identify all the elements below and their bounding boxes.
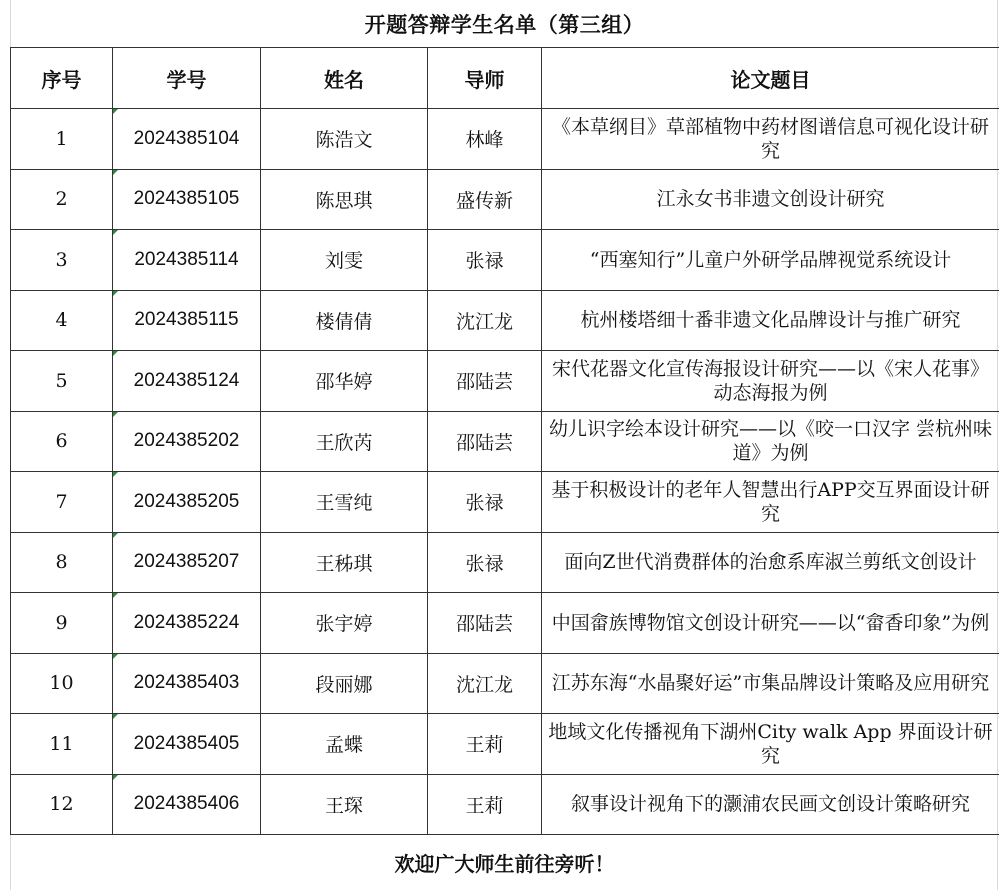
header-topic: 论文题目 (542, 48, 999, 109)
header-advisor: 导师 (428, 48, 542, 109)
cell-advisor[interactable]: 邵陆芸 (428, 351, 542, 412)
cell-student-id[interactable]: 2024385114 (113, 230, 261, 291)
cell-advisor[interactable]: 张禄 (428, 532, 542, 593)
cell-student-id[interactable]: 2024385406 (113, 774, 261, 835)
cell-name[interactable]: 陈浩文 (261, 109, 428, 170)
cell-name[interactable]: 孟蝶 (261, 714, 428, 775)
table-row (11, 290, 999, 351)
cell-seq[interactable]: 3 (11, 230, 113, 291)
cell-student-id[interactable]: 2024385207 (113, 532, 261, 593)
page-title: 开题答辩学生名单（第三组） (364, 11, 645, 37)
student-list-table (10, 47, 999, 835)
table-row (11, 169, 999, 230)
table-row (11, 653, 999, 714)
cell-student-id[interactable]: 2024385104 (113, 109, 261, 170)
cell-seq[interactable]: 11 (11, 714, 113, 775)
cell-student-id[interactable]: 2024385115 (113, 290, 261, 351)
cell-student-id[interactable]: 2024385105 (113, 169, 261, 230)
cell-seq[interactable]: 12 (11, 774, 113, 835)
table-row (11, 774, 999, 835)
cell-name[interactable]: 刘雯 (261, 230, 428, 291)
table-row (11, 532, 999, 593)
cell-advisor[interactable]: 张禄 (428, 230, 542, 291)
cell-student-id[interactable]: 2024385224 (113, 593, 261, 654)
cell-advisor[interactable]: 盛传新 (428, 169, 542, 230)
table-row (11, 109, 999, 170)
cell-name[interactable]: 王秭琪 (261, 532, 428, 593)
cell-advisor[interactable]: 王莉 (428, 774, 542, 835)
cell-topic[interactable]: 中国畲族博物馆文创设计研究——以“畲香印象”为例 (542, 593, 999, 654)
table-row (11, 593, 999, 654)
cell-advisor[interactable]: 沈江龙 (428, 290, 542, 351)
cell-topic[interactable]: 杭州楼塔细十番非遗文化品牌设计与推广研究 (542, 290, 999, 351)
header-seq: 序号 (11, 48, 113, 109)
cell-topic[interactable]: 江苏东海“水晶聚好运”市集品牌设计策略及应用研究 (542, 653, 999, 714)
header-name: 姓名 (261, 48, 428, 109)
cell-seq[interactable]: 7 (11, 472, 113, 533)
cell-student-id[interactable]: 2024385205 (113, 472, 261, 533)
cell-seq[interactable]: 5 (11, 351, 113, 412)
cell-topic[interactable]: 地域文化传播视角下湖州City walk App 界面设计研究 (542, 714, 999, 775)
cell-student-id[interactable]: 2024385202 (113, 411, 261, 472)
cell-student-id[interactable]: 2024385403 (113, 653, 261, 714)
cell-topic[interactable]: 宋代花器文化宣传海报设计研究——以《宋人花事》动态海报为例 (542, 351, 999, 412)
cell-name[interactable]: 邵华婷 (261, 351, 428, 412)
cell-name[interactable]: 张宇婷 (261, 593, 428, 654)
cell-advisor[interactable]: 王莉 (428, 714, 542, 775)
cell-seq[interactable]: 10 (11, 653, 113, 714)
cell-seq[interactable]: 2 (11, 169, 113, 230)
cell-seq[interactable]: 8 (11, 532, 113, 593)
cell-student-id[interactable]: 2024385124 (113, 351, 261, 412)
cell-name[interactable]: 王雪纯 (261, 472, 428, 533)
table-row (11, 230, 999, 291)
footer-invitation: 欢迎广大师生前往旁听！ (394, 852, 615, 876)
header-student-id: 学号 (113, 48, 261, 109)
cell-student-id[interactable]: 2024385405 (113, 714, 261, 775)
cell-name[interactable]: 王欣芮 (261, 411, 428, 472)
cell-seq[interactable]: 9 (11, 593, 113, 654)
table-row (11, 351, 999, 412)
cell-topic[interactable]: “西塞知行”儿童户外研学品牌视觉系统设计 (542, 230, 999, 291)
cell-topic[interactable]: 江永女书非遗文创设计研究 (542, 169, 999, 230)
cell-advisor[interactable]: 邵陆芸 (428, 593, 542, 654)
cell-name[interactable]: 陈思琪 (261, 169, 428, 230)
cell-topic[interactable]: 叙事设计视角下的灏浦农民画文创设计策略研究 (542, 774, 999, 835)
cell-topic[interactable]: 面向Z世代消费群体的治愈系库淑兰剪纸文创设计 (542, 532, 999, 593)
cell-advisor[interactable]: 林峰 (428, 109, 542, 170)
cell-seq[interactable]: 6 (11, 411, 113, 472)
cell-topic[interactable]: 基于积极设计的老年人智慧出行APP交互界面设计研究 (542, 472, 999, 533)
cell-topic[interactable]: 《本草纲目》草部植物中药材图谱信息可视化设计研究 (542, 109, 999, 170)
cell-seq[interactable]: 4 (11, 290, 113, 351)
cell-name[interactable]: 段丽娜 (261, 653, 428, 714)
cell-seq[interactable]: 1 (11, 109, 113, 170)
cell-topic[interactable]: 幼儿识字绘本设计研究——以《咬一口汉字 尝杭州味道》为例 (542, 411, 999, 472)
table-header-row (11, 48, 999, 109)
table-row (11, 411, 999, 472)
cell-advisor[interactable]: 张禄 (428, 472, 542, 533)
cell-name[interactable]: 王琛 (261, 774, 428, 835)
table-row (11, 714, 999, 775)
cell-advisor[interactable]: 沈江龙 (428, 653, 542, 714)
cell-name[interactable]: 楼倩倩 (261, 290, 428, 351)
cell-advisor[interactable]: 邵陆芸 (428, 411, 542, 472)
table-row (11, 472, 999, 533)
